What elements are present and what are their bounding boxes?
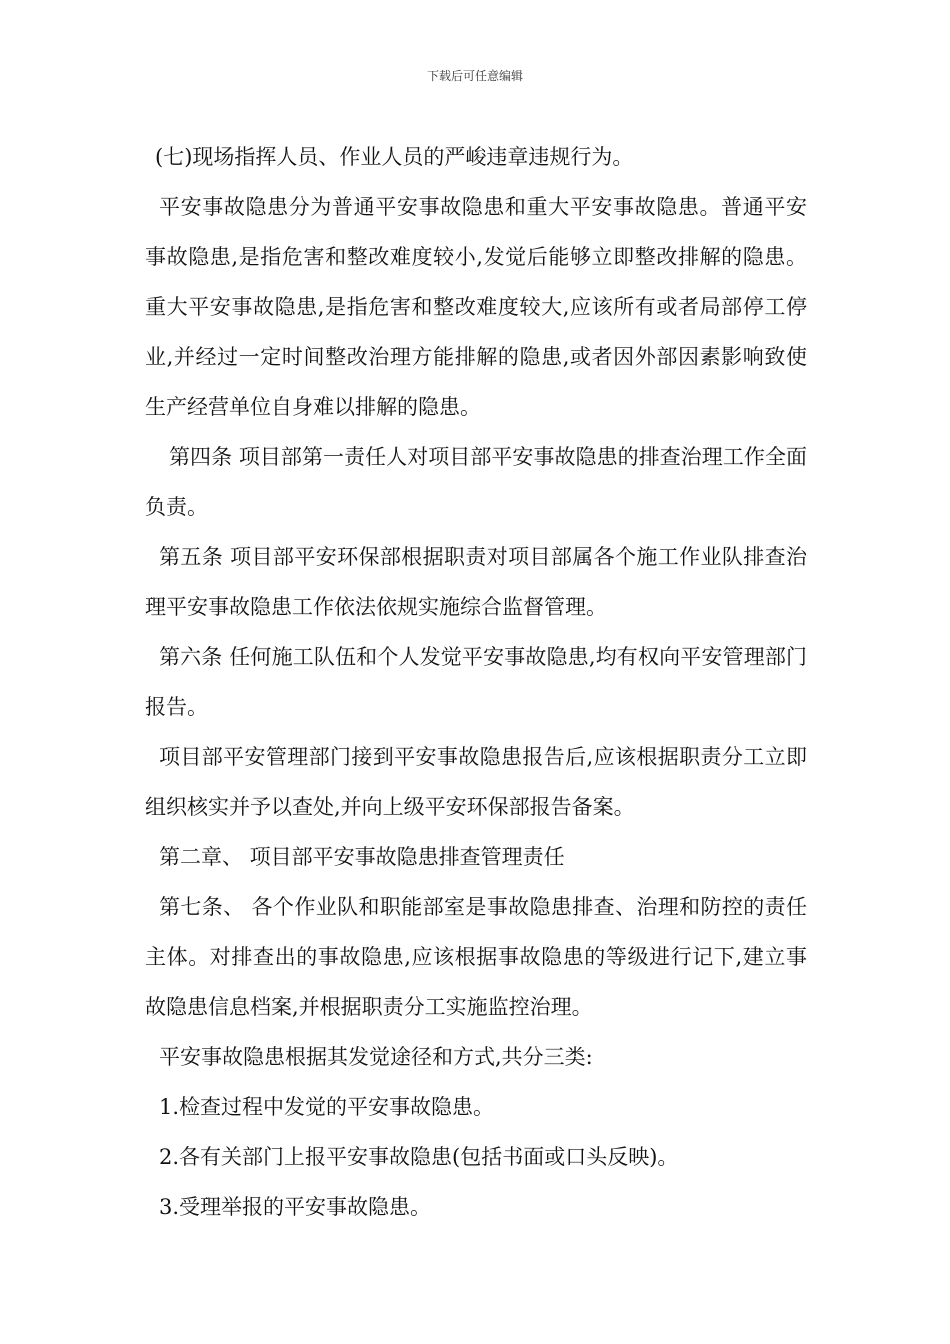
paragraph-article-4: 第四条 项目部第一责任人对项目部平安事故隐患的排查治理工作全面负责。 [145,445,807,519]
paragraph-article-5: 第五条 项目部平安环保部根据职责对项目部属各个施工作业队排查治理平安事故隐患工作依法依规实施综合监督管理。 [145,545,807,619]
list-item-2: 2.各有关部门上报平安事故隐患(包括书面或口头反映)。 [159,1145,679,1169]
paragraph-hazard-classification: 平安事故隐患分为普通平安事故隐患和重大平安事故隐患。普通平安事故隐患,是指危害和整改难度较小,发觉后能够立即整改排解的隐患。重大平安事故隐患,是指危害和整改难度较大,应该所有或者局部停工停业,并经过一定时间整改治理方能排解的隐患,或者因外部因素影响致使生产经营单位自身难以排解的隐患。 [145,195,807,419]
document-body [145,132,807,1232]
page-header: 下载后可任意编辑 [426,69,523,83]
paragraph-misconduct: (七)现场指挥人员、作业人员的严峻违章违规行为。 [155,145,634,169]
list-item-3: 3.受理举报的平安事故隐患。 [159,1195,432,1219]
paragraph-report-handling: 项目部平安管理部门接到平安事故隐患报告后,应该根据职责分工立即组织核实并予以查处,并向上级平安环保部报告备案。 [145,745,807,819]
paragraph-three-categories: 平安事故隐患根据其发觉途径和方式,共分三类: [159,1045,593,1069]
chapter-2-heading: 第二章、 项目部平安事故隐患排查管理责任 [159,845,565,869]
list-item-1: 1.检查过程中发觉的平安事故隐患。 [159,1095,495,1119]
paragraph-article-6: 第六条 任何施工队伍和个人发觉平安事故隐患,均有权向平安管理部门报告。 [145,645,807,719]
paragraph-article-7: 第七条、 各个作业队和职能部室是事故隐患排查、治理和防控的责任主体。对排查出的事故隐患,应该根据事故隐患的等级进行记下,建立事故隐患信息档案,并根据职责分工实施监控治理。 [145,895,807,1019]
